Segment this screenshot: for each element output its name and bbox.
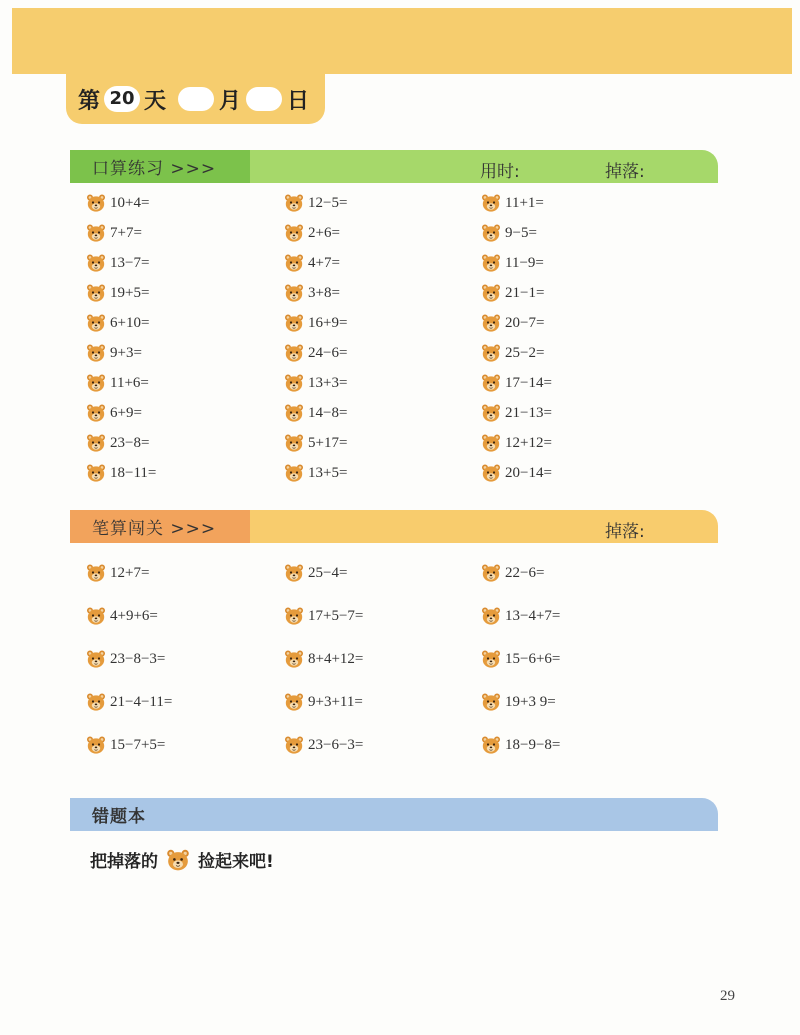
problem-expression: 13+3= [308,374,348,391]
problem-item [481,372,552,394]
problem-expression: 5+17= [308,434,348,451]
problem-item [481,605,560,627]
problem-expression: 14−8= [308,404,348,421]
written-challenge-title: 笔算闯关 >>> [70,510,250,543]
problem-expression: 3+8= [308,284,340,301]
problem-expression: 12+7= [110,564,150,581]
note-text-before: 把掉落的 [90,852,158,872]
problem-expression: 8+4+12= [308,650,364,667]
problem-item [86,342,142,364]
written-dropped-label: 掉落: [605,522,645,542]
problem-expression: 17+5−7= [308,607,364,624]
bear-face-icon [86,373,106,393]
bear-face-icon [284,343,304,363]
problem-expression: 15−7+5= [110,736,166,753]
problem-item [481,462,552,484]
problem-item [481,648,560,670]
problem-item [284,222,340,244]
problem-item [481,282,544,304]
problem-expression: 21−4−11= [110,693,173,710]
bear-face-icon [481,343,501,363]
problem-expression: 22−6= [505,564,545,581]
bear-face-icon [86,463,106,483]
time-used-label: 用时: [480,162,520,182]
problem-item [284,312,347,334]
problem-expression: 11+1= [505,194,544,211]
problem-item [481,691,556,713]
bear-face-icon [284,563,304,583]
bear-face-icon [284,433,304,453]
bear-face-icon [284,313,304,333]
problem-item [86,192,149,214]
bear-face-icon [284,373,304,393]
problem-expression: 6+9= [110,404,142,421]
problem-item [284,402,347,424]
problem-item [86,562,149,584]
problem-item [86,402,142,424]
bear-face-icon [481,433,501,453]
problem-expression: 25−2= [505,344,545,361]
day-prefix: 第 [78,88,101,114]
problem-item [86,372,149,394]
problem-expression: 10+4= [110,194,150,211]
problem-item [481,734,560,756]
problem-item [284,282,340,304]
problem-expression: 11−9= [505,254,544,271]
bear-face-icon [284,735,304,755]
problem-item [481,252,544,274]
mistakes-title: 错题本 [92,807,146,827]
problem-item [284,192,347,214]
problem-expression: 18−9−8= [505,736,561,753]
problem-item [481,432,552,454]
problem-expression: 18−11= [110,464,157,481]
problem-item [86,252,149,274]
date-label: 日 [287,88,310,114]
problem-expression: 23−6−3= [308,736,364,753]
problem-item [481,342,544,364]
bear-face-icon [481,692,501,712]
day-number-badge: 20 [104,86,140,112]
page-number: 29 [720,988,735,1004]
mistakes-section-bar [70,798,718,831]
bear-face-icon [481,606,501,626]
month-label: 月 [219,88,242,114]
note-text-after: 捡起来吧! [198,852,274,872]
bear-face-icon [86,313,106,333]
problem-expression: 9+3+11= [308,693,363,710]
oral-practice-section-bar [70,150,718,183]
problem-item [86,222,142,244]
problem-expression: 6+10= [110,314,150,331]
problem-expression: 16+9= [308,314,348,331]
bear-face-icon [481,313,501,333]
problem-item [284,648,363,670]
month-blank-field[interactable] [178,87,214,111]
problem-item [86,282,149,304]
problem-expression: 20−7= [505,314,545,331]
problem-expression: 25−4= [308,564,348,581]
problem-expression: 23−8−3= [110,650,166,667]
problem-item [284,432,347,454]
bear-face-icon [284,223,304,243]
problem-item [284,734,363,756]
bear-face-icon [86,433,106,453]
problem-expression: 17−14= [505,374,552,391]
problem-item [284,342,347,364]
bear-face-icon [481,403,501,423]
problem-expression: 19+3 9= [505,693,556,710]
bear-face-icon [284,283,304,303]
problem-item [481,562,544,584]
bear-face-icon [86,253,106,273]
bear-face-icon [481,253,501,273]
problem-expression: 20−14= [505,464,552,481]
problem-item [481,222,537,244]
day-date-tab [66,74,325,124]
problem-item [481,402,552,424]
bear-face-icon [86,223,106,243]
bear-face-icon [481,563,501,583]
day-suffix: 天 [144,88,167,114]
oral-practice-title: 口算练习 >>> [70,150,250,183]
problem-item [481,192,544,214]
bear-face-icon [284,253,304,273]
problem-item [481,312,544,334]
bear-face-icon [86,283,106,303]
problem-item [284,372,347,394]
problem-item [86,734,165,756]
problem-expression: 13+5= [308,464,348,481]
problem-item [86,432,149,454]
problem-item [86,462,156,484]
problem-expression: 11+6= [110,374,149,391]
bear-face-icon [284,692,304,712]
problem-item [86,605,158,627]
bear-face-icon [481,283,501,303]
bear-face-icon [86,649,106,669]
bear-face-icon [481,649,501,669]
problem-expression: 4+7= [308,254,340,271]
problem-expression: 2+6= [308,224,340,241]
bear-face-icon [86,193,106,213]
oral-dropped-label: 掉落: [605,162,645,182]
problem-item [86,648,165,670]
problem-item [284,462,347,484]
problem-expression: 13−4+7= [505,607,561,624]
problem-item [284,691,363,713]
bear-face-icon [86,343,106,363]
problem-expression: 13−7= [110,254,150,271]
mistakes-note [90,847,274,872]
problem-item [284,562,347,584]
bear-face-icon [481,373,501,393]
problem-expression: 19+5= [110,284,150,301]
problem-expression: 12−5= [308,194,348,211]
bear-face-icon [86,563,106,583]
problem-expression: 9−5= [505,224,537,241]
problem-expression: 15−6+6= [505,650,561,667]
problem-item [284,252,340,274]
bear-face-icon [86,403,106,423]
problem-expression: 21−13= [505,404,552,421]
problem-item [86,691,172,713]
bear-face-icon [284,193,304,213]
problem-item [284,605,363,627]
date-blank-field[interactable] [246,87,282,111]
bear-face-icon [284,463,304,483]
problem-expression: 9+3= [110,344,142,361]
problem-expression: 21−1= [505,284,545,301]
bear-face-icon [284,606,304,626]
problem-expression: 12+12= [505,434,552,451]
page-header-band [12,8,792,74]
bear-face-icon [284,649,304,669]
problem-expression: 24−6= [308,344,348,361]
problem-expression: 23−8= [110,434,150,451]
bear-face-icon [86,735,106,755]
bear-face-icon [481,193,501,213]
bear-face-icon [86,692,106,712]
bear-face-icon [481,463,501,483]
bear-face-icon [284,403,304,423]
bear-face-icon [481,735,501,755]
problem-item [86,312,149,334]
bear-face-icon [166,848,190,872]
problem-expression: 4+9+6= [110,607,158,624]
bear-face-icon [86,606,106,626]
bear-face-icon [481,223,501,243]
written-challenge-section-bar [70,510,718,543]
problem-expression: 7+7= [110,224,142,241]
